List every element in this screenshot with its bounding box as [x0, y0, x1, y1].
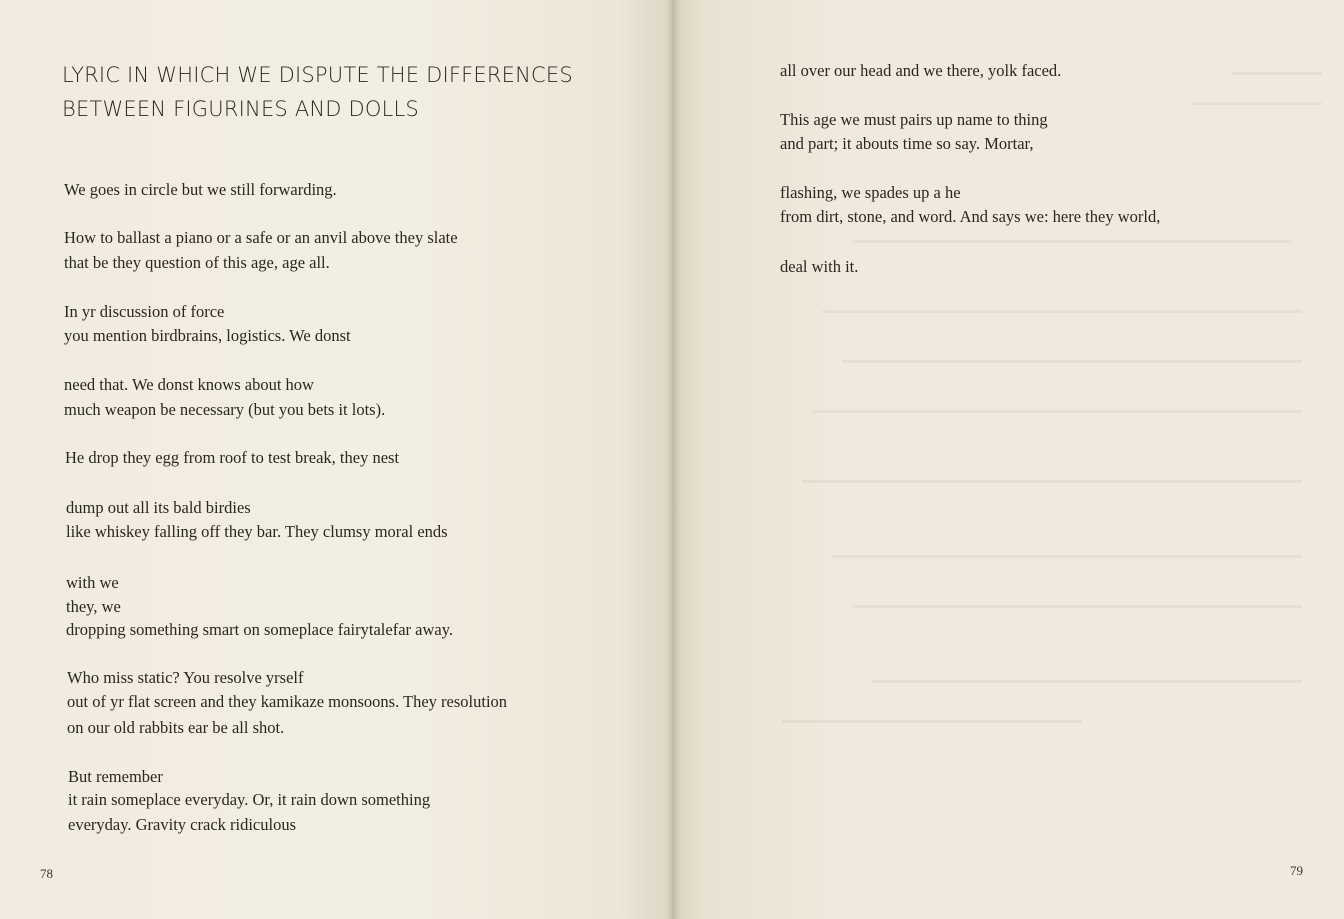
poem-line: like whiskey falling off they bar. They clumsy moral ends	[66, 522, 448, 541]
show-through-mark	[802, 480, 1302, 483]
poem-title-line-1: LYRIC IN WHICH WE DISPUTE THE DIFFERENCES	[62, 63, 573, 87]
poem-line: This age we must pairs up name to thing	[780, 110, 1048, 129]
show-through-mark	[842, 360, 1302, 363]
poem-line: deal with it.	[780, 257, 859, 276]
poem-line: it rain someplace everyday. Or, it rain down something	[68, 790, 431, 809]
page-number-left: 78	[40, 866, 53, 881]
poem-title-line-2: BETWEEN FIGURINES AND DOLLS	[62, 97, 419, 121]
poem-line: with we	[66, 573, 119, 592]
poem-line: dump out all its bald birdies	[66, 498, 251, 517]
poem-line: from dirt, stone, and word. And says we: here they world,	[780, 207, 1161, 226]
poem-line: flashing, we spades up a he	[780, 183, 961, 202]
poem-line: you mention birdbrains, logistics. We donst	[64, 326, 351, 345]
right-page	[672, 0, 1344, 919]
show-through-mark	[822, 310, 1302, 313]
poem-line: dropping something smart on someplace fairytalefar away.	[66, 620, 454, 639]
poem-line: they, we	[66, 597, 121, 616]
poem-line: all over our head and we there, yolk faced.	[780, 61, 1062, 80]
show-through-mark	[812, 410, 1302, 413]
poem-line: Who miss static? You resolve yrself	[67, 668, 304, 687]
poem-line: out of yr flat screen and they kamikaze monsoons. They resolution	[67, 692, 508, 711]
show-through-mark	[1232, 72, 1322, 75]
poem-line: But remember	[68, 767, 163, 786]
poem-line: How to ballast a piano or a safe or an anvil above they slate	[64, 228, 458, 247]
poem-line: and part; it abouts time so say. Mortar,	[780, 134, 1034, 153]
show-through-mark	[852, 240, 1292, 243]
show-through-mark	[872, 680, 1302, 683]
show-through-mark	[782, 720, 1082, 723]
poem-line: We goes in circle but we still forwarding.	[64, 180, 337, 199]
show-through-mark	[1192, 102, 1322, 105]
show-through-mark	[832, 555, 1302, 558]
page-number-right: 79	[1290, 863, 1303, 878]
poem-line: everyday. Gravity crack ridiculous	[68, 815, 297, 834]
poem-line: on our old rabbits ear be all shot.	[67, 718, 285, 737]
poem-line: He drop they egg from roof to test break, they nest	[65, 448, 400, 467]
poem-line: that be they question of this age, age all.	[64, 253, 330, 272]
poem-line: In yr discussion of force	[64, 302, 225, 321]
book-gutter	[666, 0, 680, 919]
poem-line: need that. We donst knows about how	[64, 375, 314, 394]
show-through-mark	[852, 605, 1302, 608]
poem-line: much weapon be necessary (but you bets it lots).	[64, 400, 386, 419]
poem-title	[62, 58, 622, 126]
